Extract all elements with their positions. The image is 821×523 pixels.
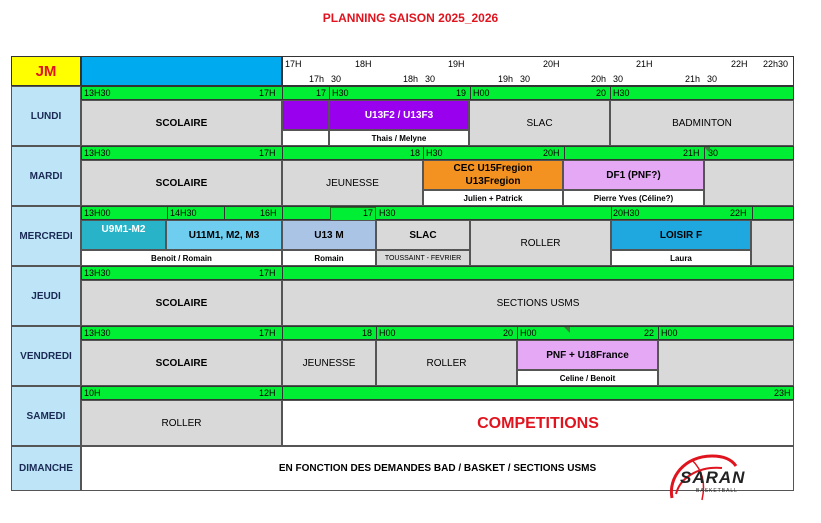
vendredi-roller: ROLLER <box>376 340 517 386</box>
lundi-u13f-coach: Thais / Melyne <box>329 130 469 146</box>
header-blank <box>81 56 282 86</box>
lundi-time: 17H <box>259 88 276 98</box>
mercredi-time: 16H <box>260 208 277 218</box>
mercredi-u13m: U13 M <box>282 220 376 250</box>
lundi-time: 19 <box>456 88 467 98</box>
samedi-roller: ROLLER <box>81 400 282 446</box>
dimanche-note: EN FONCTION DES DEMANDES BAD / BASKET / SECTIONS USMS <box>81 446 794 491</box>
mardi-jeunesse: JEUNESSE <box>282 160 423 206</box>
tick-30-d: 30 <box>613 74 624 84</box>
mardi-df1: DF1 (PNF?) <box>563 160 704 190</box>
mardi-time: H30 <box>426 148 443 158</box>
lundi-scolaire: SCOLAIRE <box>81 100 282 146</box>
vendredi-time-bar <box>81 326 794 340</box>
tick-20h: 20H <box>543 59 560 69</box>
group-code: JM <box>11 56 81 86</box>
vendredi-time: 17H <box>259 328 276 338</box>
samedi-time: 10H <box>84 388 101 398</box>
vendredi-jeunesse: JEUNESSE <box>282 340 376 386</box>
day-dimanche: DIMANCHE <box>11 446 81 491</box>
lundi-time: 20 <box>596 88 607 98</box>
tick-20h-b: 20h <box>591 74 607 84</box>
mercredi-u11: U11M1, M2, M3 <box>166 220 282 250</box>
mardi-time: 17H <box>259 148 276 158</box>
mercredi-time: 17 <box>363 208 374 218</box>
mardi-empty <box>704 160 794 206</box>
mercredi-time: 22H <box>730 208 747 218</box>
samedi-time-bar <box>81 386 794 400</box>
lundi-time: H30 <box>613 88 630 98</box>
vendredi-time: 20 <box>503 328 514 338</box>
lundi-u13f: U13F2 / U13F3 <box>329 100 469 130</box>
vendredi-pnf: PNF + U18France <box>517 340 658 370</box>
mercredi-roller: ROLLER <box>470 220 611 266</box>
mercredi-time: 20H30 <box>613 208 640 218</box>
tick-30-b: 30 <box>425 74 436 84</box>
day-samedi: SAMEDI <box>11 386 81 446</box>
mercredi-u13m-coach: Romain <box>282 250 376 266</box>
vendredi-time: H00 <box>520 328 537 338</box>
mercredi-time: 14H30 <box>170 208 197 218</box>
mardi-df1-coach: Pierre Yves (Céline?) <box>563 190 704 206</box>
vendredi-time: H00 <box>661 328 678 338</box>
vendredi-time: 13H30 <box>84 328 111 338</box>
jeudi-sections: SECTIONS USMS <box>282 280 794 326</box>
jeudi-time: 13H30 <box>84 268 111 278</box>
tick-21h-b: 21h <box>685 74 701 84</box>
vendredi-pnf-coach: Celine / Benoit <box>517 370 658 386</box>
logo-name: SARAN <box>680 468 746 487</box>
mardi-time-bar <box>81 146 794 160</box>
jeudi-time: 17H <box>259 268 276 278</box>
vendredi-time: H00 <box>379 328 396 338</box>
tick-17h: 17H <box>285 59 302 69</box>
day-jeudi: JEUDI <box>11 266 81 326</box>
day-mercredi: MERCREDI <box>11 206 81 266</box>
mardi-cec <box>423 160 563 190</box>
vendredi-time: 18 <box>362 328 373 338</box>
mardi-scolaire: SCOLAIRE <box>81 160 282 206</box>
logo-sub: BASKETBALL <box>696 488 738 494</box>
day-vendredi: VENDREDI <box>11 326 81 386</box>
jeudi-time-bar <box>81 266 794 280</box>
day-mardi: MARDI <box>11 146 81 206</box>
page-title: PLANNING SAISON 2025_2026 <box>322 11 499 25</box>
day-lundi: LUNDI <box>11 86 81 146</box>
tick-22h: 22H <box>731 59 748 69</box>
mardi-time: 18 <box>410 148 421 158</box>
mercredi-loisir: LOISIR F <box>611 220 751 250</box>
tick-19h: 19H <box>448 59 465 69</box>
lundi-time: 17 <box>316 88 327 98</box>
tick-30-a: 30 <box>331 74 342 84</box>
mercredi-slac: SLAC <box>376 220 470 250</box>
samedi-time: 12H <box>259 388 276 398</box>
mercredi-time: H30 <box>379 208 396 218</box>
mercredi-u11-coach: Benoit / Romain <box>81 250 282 266</box>
tick-22h30: 22h30 <box>763 59 789 69</box>
mercredi-u9: U9M1-M2 <box>81 220 166 250</box>
mercredi-time: 13H00 <box>84 208 111 218</box>
tick-21h: 21H <box>636 59 653 69</box>
samedi-time: 23H <box>774 388 791 398</box>
mercredi-time-bar <box>81 206 794 220</box>
mardi-time: 13H30 <box>84 148 111 158</box>
lundi-slac: SLAC <box>469 100 610 146</box>
lundi-empty-cell <box>282 130 329 146</box>
lundi-badminton: BADMINTON <box>610 100 794 146</box>
lundi-time-bar <box>81 86 794 100</box>
lundi-time: H00 <box>473 88 490 98</box>
tick-30-c: 30 <box>520 74 531 84</box>
samedi-competitions: COMPETITIONS <box>282 400 794 446</box>
mercredi-loisir-coach: Laura <box>611 250 751 266</box>
mercredi-empty <box>751 220 794 266</box>
vendredi-time: 22 <box>644 328 655 338</box>
jeudi-scolaire: SCOLAIRE <box>81 280 282 326</box>
mardi-cec-coach: Julien + Patrick <box>423 190 563 206</box>
mardi-time: 21H <box>683 148 700 158</box>
mardi-cec-line2: U13Fregion <box>465 176 521 187</box>
tick-19h-b: 19h <box>498 74 514 84</box>
saran-logo <box>662 448 758 506</box>
mercredi-slac-note: TOUSSAINT - FEVRIER <box>376 250 470 266</box>
tick-17h-b: 17h <box>309 74 325 84</box>
vendredi-empty <box>658 340 794 386</box>
mardi-time: 30 <box>708 148 719 158</box>
tick-30-e: 30 <box>707 74 718 84</box>
tick-18h: 18H <box>355 59 372 69</box>
mardi-cec-line1: CEC U15Fregion <box>453 163 533 174</box>
tick-18h-b: 18h <box>403 74 419 84</box>
lundi-time: H30 <box>332 88 349 98</box>
lundi-purple-slot <box>282 100 329 130</box>
lundi-time: 13H30 <box>84 88 111 98</box>
mardi-time: 20H <box>543 148 560 158</box>
vendredi-scolaire: SCOLAIRE <box>81 340 282 386</box>
time-scale <box>282 56 794 86</box>
